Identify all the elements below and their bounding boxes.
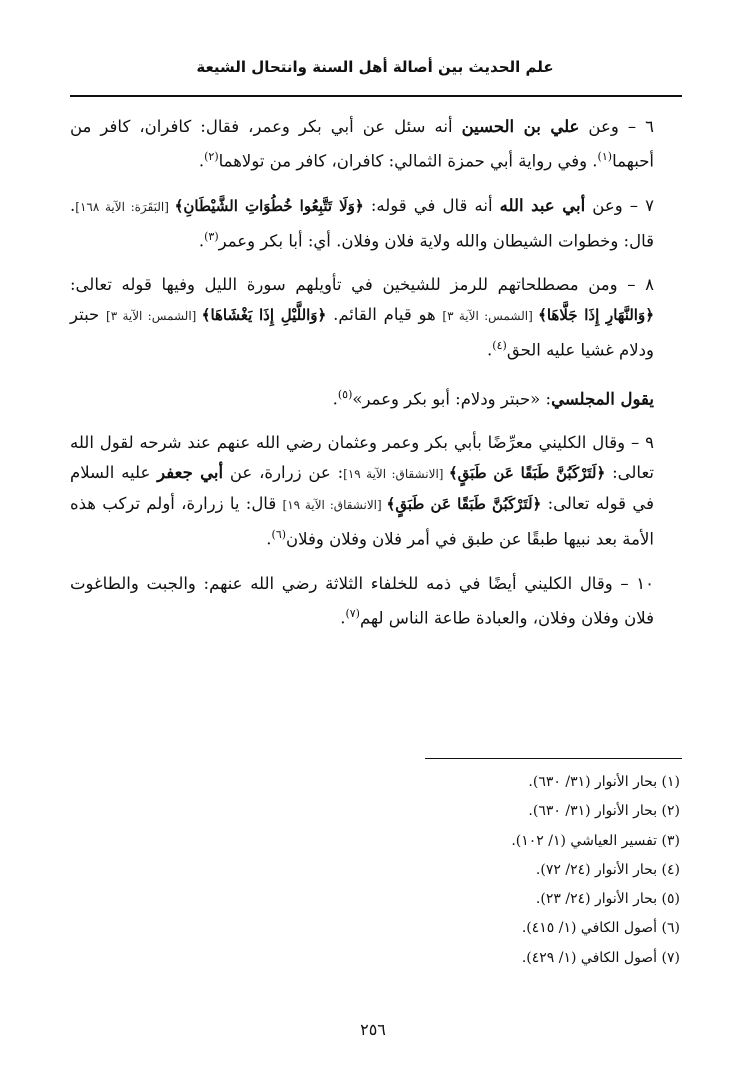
footnote-item: (١) بحار الأنوار (٣١/ ٦٣٠). <box>528 774 680 790</box>
text-run: عليه السلام في قوله تعالى: <box>70 463 654 513</box>
verse-reference: [الشمس: الآية ٣] <box>106 309 202 323</box>
footnote-item: (٥) بحار الأنوار (٢٤/ ٢٣). <box>535 891 680 908</box>
text-run: . <box>198 151 205 171</box>
quran-verse: ﴿لَتَرْكَبُنَّ طَبَقًا عَن طَبَقٍ﴾ <box>386 495 542 513</box>
text-run: ٨ – ومن مصطلحاتهم للرمز للشيخين في تأويلهم سورة الليل وفيها قوله تعالى: <box>70 275 654 294</box>
footnote-item: (٢) بحار الأنوار (٣١/ ٦٣٠). <box>528 803 680 820</box>
text-run: ٩ – وقال الكليني معرِّضًا بأبي بكر وعمر وعثمان رضي الله عنهم عند شرحه لقول الله تعالى: <box>70 433 655 482</box>
footnote-marker: (٢) <box>204 150 219 163</box>
footnote-item: (٦) أصول الكافي (١/ ٤١٥). <box>521 920 680 937</box>
text-run: ١٠ – وقال الكليني أيضًا في ذمه للخلفاء الثلاثة رضي الله عنهم: والجبت والطاغوت فلان وفلان وفلان، والعبادة طاعة الناس لهم <box>70 573 654 627</box>
text-run: . <box>198 231 205 250</box>
verse-reference: [الانشقاق: الآية ١٩] <box>282 498 387 512</box>
text-run: . <box>332 389 338 408</box>
footnote-marker: (٥) <box>337 387 353 401</box>
running-header-title: علم الحديث بين أصالة أهل السنة وانتحال الشيعة <box>196 58 554 76</box>
paragraph-6 <box>70 112 682 177</box>
bold-name: أبي جعفر <box>157 463 224 482</box>
paragraph-10 <box>70 569 682 634</box>
paragraph-8 <box>70 270 682 366</box>
footnote-item: (٤) بحار الأنوار (٢٤/ ٧٢). <box>535 861 680 878</box>
text-run: هو قيام القائم. <box>326 305 443 324</box>
page-number: ٢٥٦ <box>360 1020 386 1039</box>
quran-verse: ﴿وَالنَّهَارِ إِذَا جَلَّاهَا﴾ <box>538 306 655 324</box>
text-run: . <box>340 608 346 627</box>
footnote-item: (٧) أصول الكافي (١/ ٤٢٩). <box>521 949 680 966</box>
text-run: ٦ – وعن <box>579 117 654 136</box>
quran-verse: ﴿وَلَا تَتَّبِعُوا خُطُوَاتِ الشَّيْطَانِ﴾ <box>174 196 364 215</box>
paragraph-9 <box>70 428 682 555</box>
quran-verse: ﴿وَاللَّيْلِ إِذَا يَغْشَاهَا﴾ <box>201 306 327 324</box>
text-run: قال: يا زرارة، أولم تركب هذه الأمة بعد نبيها طبقًا عن طبق في أمر فلان وفلان وفلان <box>70 494 654 549</box>
footnote-divider <box>425 758 682 759</box>
main-text <box>70 112 682 647</box>
text-run: . <box>266 529 272 549</box>
text-run: : عن زرارة، عن <box>223 463 344 482</box>
bold-name: أبي عبد الله <box>499 195 586 215</box>
header-divider <box>70 95 682 97</box>
paragraph-8-quote <box>70 380 682 415</box>
footnotes <box>300 768 680 973</box>
text-run: . وفي رواية أبي حمزة الثمالي: كافران، كافر من تولاهما <box>218 151 598 171</box>
verse-reference: [الشمس: الآية ٣] <box>442 309 539 323</box>
footnote-marker: (٣) <box>204 229 219 243</box>
footnote-item: (٣) تفسير العياشي (١/ ١٠٢). <box>511 832 680 849</box>
text-run: . <box>487 340 493 360</box>
text-run: حبتر ودلام غشيا عليه الحق <box>70 305 654 360</box>
quran-verse: ﴿لَتَرْكَبُنَّ طَبَقًا عَن طَبَقٍ﴾ <box>448 464 606 482</box>
verse-reference: [الانشقاق: الآية ١٩] <box>343 467 449 481</box>
bold-name: يقول المجلسي <box>551 389 654 408</box>
bold-name: علي بن الحسين <box>461 117 580 136</box>
verse-reference: [البَقَرَة: الآية ١٦٨] <box>75 199 175 214</box>
text-run: ٧ – وعن <box>585 195 654 215</box>
footnote-marker: (٦) <box>271 528 287 541</box>
text-run: : «حبتر ودلام: أبو بكر وعمر» <box>352 389 552 408</box>
footnote-marker: (١) <box>597 150 613 163</box>
paragraph-7 <box>70 191 682 257</box>
text-run: . قال: وخطوات الشيطان والله ولاية فلان وفلان. أي: أبا بكر وعمر <box>70 195 654 250</box>
text-run: أنه قال في قوله: <box>363 195 500 215</box>
footnote-marker: (٤) <box>492 339 507 352</box>
text-run: أنه سئل عن أبي بكر وعمر، فقال: كافران، كافر من أحبهما <box>70 117 654 171</box>
footnote-marker: (٧) <box>345 606 360 620</box>
